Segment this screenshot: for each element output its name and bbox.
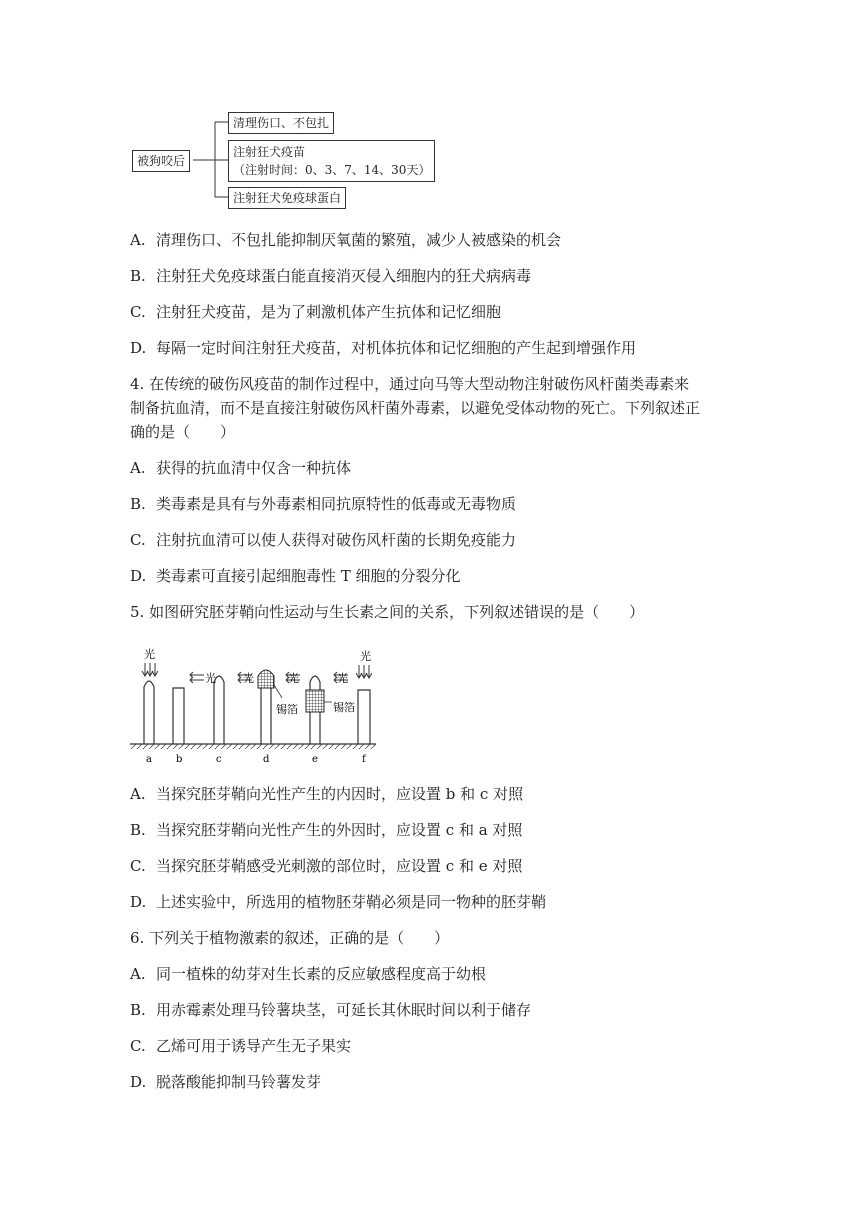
option-text: 当探究胚芽鞘向光性产生的内因时，应设置 b 和 c 对照 bbox=[156, 785, 524, 803]
option-text: 清理伤口、不包扎能抑制厌氧菌的繁殖，减少人被感染的机会 bbox=[156, 231, 562, 249]
q5-option-b bbox=[130, 820, 522, 840]
label-b: b bbox=[176, 754, 183, 765]
light-label-d-left: 光 bbox=[243, 672, 254, 685]
branch-vaccine-line1: 注射狂犬疫苗 bbox=[233, 145, 306, 159]
option-label: D. bbox=[130, 339, 147, 357]
option-text: 每隔一定时间注射狂犬疫苗，对机体抗体和记忆细胞的产生起到增强作用 bbox=[156, 339, 637, 357]
foil-sleeve-e bbox=[306, 690, 324, 712]
option-label: D. bbox=[130, 1073, 147, 1091]
option-label: B. bbox=[130, 1001, 146, 1019]
option-label: A. bbox=[130, 965, 146, 983]
foil-label-d: 锡箔 bbox=[276, 703, 298, 716]
option-label: B. bbox=[130, 495, 146, 513]
q6-option-a bbox=[130, 964, 486, 984]
option-text: 获得的抗血清中仅含一种抗体 bbox=[156, 459, 352, 477]
q6-stem: 6. 下列关于植物激素的叙述，正确的是（ ） bbox=[130, 929, 450, 947]
option-text: 上述实验中，所选用的植物胚芽鞘必须是同一物种的胚芽鞘 bbox=[156, 893, 547, 911]
option-label: B. bbox=[130, 821, 146, 839]
q4-option-d bbox=[130, 566, 461, 586]
option-label: C. bbox=[130, 1037, 146, 1055]
option-text: 类毒素可直接引起细胞毒性 T 细胞的分裂分化 bbox=[156, 567, 461, 585]
branch-clean-wound: 清理伤口、不包扎 bbox=[228, 112, 334, 134]
option-text: 类毒素是具有与外毒素相同抗原特性的低毒或无毒物质 bbox=[156, 495, 517, 513]
option-label: D. bbox=[130, 893, 147, 911]
coleoptile-b bbox=[173, 688, 184, 744]
option-text: 当探究胚芽鞘感受光刺激的部位时，应设置 c 和 e 对照 bbox=[156, 857, 523, 875]
branch-vaccine-line2: （注射时间：0、3、7、14、30天） bbox=[233, 163, 431, 177]
q3-option-c bbox=[130, 302, 501, 322]
option-label: A. bbox=[130, 231, 146, 249]
option-text: 脱落酸能抑制马铃薯发芽 bbox=[156, 1073, 322, 1091]
branch-vaccine bbox=[228, 140, 435, 182]
q4-stem-line2: 制备抗血清，而不是直接注射破伤风杆菌外毒素，以避免受体动物的死亡。下列叙述正 bbox=[130, 399, 701, 417]
light-label-e: 光 bbox=[337, 672, 348, 685]
branch-immunoglobulin: 注射狂犬免疫球蛋白 bbox=[228, 187, 346, 209]
light-arrows-down-a bbox=[142, 663, 158, 676]
light-arrows-down-f bbox=[356, 665, 372, 678]
coleoptile-c bbox=[190, 671, 224, 744]
q5-option-a bbox=[130, 784, 523, 804]
label-f: f bbox=[362, 754, 366, 765]
q5-option-c bbox=[130, 856, 522, 876]
option-label: A. bbox=[130, 785, 146, 803]
label-c: c bbox=[216, 754, 222, 765]
light-arrows-left-c bbox=[190, 672, 204, 683]
option-label: A. bbox=[130, 459, 146, 477]
option-text: 注射狂犬疫苗，是为了刺激机体产生抗体和记忆细胞 bbox=[156, 303, 502, 321]
q5-option-d bbox=[130, 892, 546, 912]
option-label: C. bbox=[130, 531, 146, 549]
q6-option-b bbox=[130, 1000, 531, 1020]
coleoptile-d bbox=[238, 670, 300, 744]
light-label-d-right: 光 bbox=[288, 672, 299, 685]
option-label: B. bbox=[130, 267, 146, 285]
diagram-connectors bbox=[0, 0, 860, 220]
option-text: 同一植株的幼芽对生长素的反应敏感程度高于幼根 bbox=[156, 965, 487, 983]
q4-stem-line1: 4. 在传统的破伤风疫苗的制作过程中，通过向马等大型动物注射破伤风杆菌类毒素来 bbox=[130, 375, 690, 393]
ground-hatch bbox=[130, 744, 376, 749]
coleoptile-f bbox=[356, 649, 372, 744]
option-text: 乙烯可用于诱导产生无子果实 bbox=[156, 1037, 352, 1055]
option-label: C. bbox=[130, 857, 146, 875]
coleoptile-a bbox=[142, 647, 158, 744]
coleoptile-figure bbox=[0, 640, 860, 770]
q4-option-c bbox=[130, 530, 516, 550]
option-text: 当探究胚芽鞘向光性产生的外因时，应设置 c 和 a 对照 bbox=[156, 821, 523, 839]
q4-stem-line3: 确的是（ ） bbox=[130, 423, 236, 441]
label-e: e bbox=[312, 754, 318, 765]
foil-label-e: 锡箔 bbox=[333, 701, 355, 714]
coleoptile-e bbox=[306, 671, 355, 744]
q4-option-a bbox=[130, 458, 351, 478]
q3-option-d bbox=[130, 338, 636, 358]
option-label: C. bbox=[130, 303, 146, 321]
q6-option-c bbox=[130, 1036, 351, 1056]
light-label-a: 光 bbox=[144, 648, 155, 661]
option-text: 用赤霉素处理马铃薯块茎，可延长其休眠时间以利于储存 bbox=[156, 1001, 532, 1019]
light-label-c: 光 bbox=[205, 672, 216, 685]
foil-pointer-d bbox=[274, 685, 282, 698]
label-d: d bbox=[263, 754, 270, 765]
q5-stem: 5. 如图研究胚芽鞘向性运动与生长素之间的关系，下列叙述错误的是（ ） bbox=[130, 603, 645, 621]
q3-option-b bbox=[130, 266, 531, 286]
label-a: a bbox=[146, 754, 152, 765]
option-label: D. bbox=[130, 567, 147, 585]
light-label-f: 光 bbox=[360, 650, 371, 663]
foil-cap-d bbox=[258, 670, 274, 688]
option-text: 注射狂犬免疫球蛋白能直接消灭侵入细胞内的狂犬病病毒 bbox=[156, 267, 532, 285]
q4-option-b bbox=[130, 494, 516, 514]
option-text: 注射抗血清可以使人获得对破伤风杆菌的长期免疫能力 bbox=[156, 531, 517, 549]
root-box: 被狗咬后 bbox=[132, 150, 190, 172]
q3-option-a bbox=[130, 230, 561, 250]
q6-option-d bbox=[130, 1072, 321, 1092]
